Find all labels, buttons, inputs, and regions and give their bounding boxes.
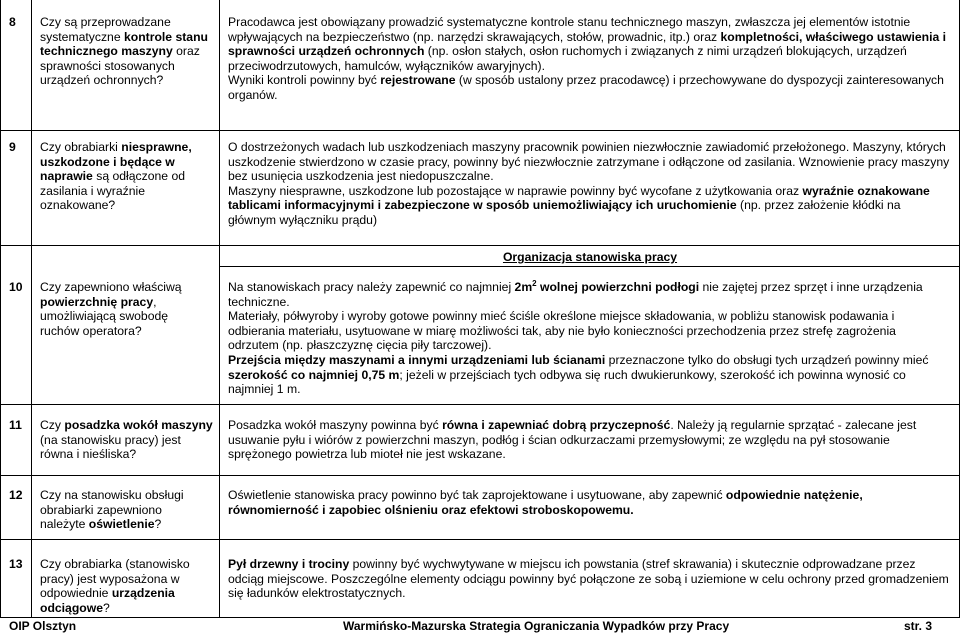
page-footer xyxy=(0,618,960,634)
answer-text: Posadzka wokół maszyny powinna być równa i zapewniać dobrą przyczepność. Należy ją regularnie sprzątać - zalecane jest usuwanie pyłu i wiórów z powierzchni maszyn, podłóg i ścian odkurzaczami przemysłowymi; ze względu na pył stosowanie sprężonego powietrza lub mioteł nie jest wskazane. xyxy=(228,418,917,462)
section-heading: Organizacja stanowiska pracy xyxy=(502,250,678,264)
answer-text: Na stanowiskach pracy należy zapewnić co najmniej $2m^2$ wolnej powierzchni podłogi nie zajętej przez sprzęt i inne urządzenia techniczne. Materiały, półwyroby i wyroby gotowe powinny mieć ściśle określone miejsce składowania, w pobliżu stanowisk podawania i odbierania materiału, usytuowane w miarę możliwości tak, aby nie było konieczności przechodzenia przez strefę zagrożenia odrzutem (np. płaszczyznę cięcia piły tarczowej). Przejścia między maszynami a innymi urządzeniami lub ścianami przeznaczone tylko do obsługi tych urządzeń powinny mieć szerokość co najmniej 0,75 m; jeżeli w przejściach tych odbywa się ruch dwukierunkowy, szerokość ich powinna wynosić co najmniej 1 m. xyxy=(228,278,929,397)
footer-organization: OIP Olsztyn xyxy=(9,619,77,633)
question-text: Czy na stanowisku obsługi obrabiarki zapewniono należyte oświetlenie? xyxy=(40,488,184,532)
question-text: Czy obrabiarka (stanowisko pracy) jest wyposażona w odpowiednie urządzenia odciągowe? xyxy=(40,557,190,615)
row-number: 13 xyxy=(9,557,23,571)
row-number: 11 xyxy=(9,418,22,432)
answer-text: Pracodawca jest obowiązany prowadzić systematyczne kontrole stanu technicznego maszyn, zwłaszcza jej elementów istotnie wpływających na bezpieczeństwo (np. narzędzi skrawających, stołów, prowadnic, itp.) oraz kompletności, właściwego ustawienia i sprawności urządzeń ochronnych (np. osłon stałych, osłon ruchomych i związanych z nimi urządzeń blokujących, urządzeń przeciwodrzutowych, hamulców, wyłączników awaryjnych). Wyniki kontroli powinny być rejestrowane (w sposób ustalony przez pracodawcę) i przechowywane do dyspozycji zainteresowanych organów. xyxy=(228,15,947,102)
footer-title: Warmińsko-Mazurska Strategia Ograniczania Wypadków przy Pracy xyxy=(343,619,730,633)
answer-text: Oświetlenie stanowiska pracy powinno być tak zaprojektowane i usytuowane, aby zapewnić odpowiednie natężenie, równomierność i zapobiec olśnieniu oraz efektowi stroboskopowemu. xyxy=(228,488,863,517)
question-text: Czy są przeprowadzane systematyczne kontrole stanu technicznego maszyny oraz sprawności stosowanych urządzeń ochronnych? xyxy=(40,15,208,88)
row-separator xyxy=(0,404,960,405)
row-separator xyxy=(0,475,960,476)
question-text: Czy posadzka wokół maszyny (na stanowisku pracy) jest równa i nieśliska? xyxy=(40,418,213,462)
answer-text: O dostrzeżonych wadach lub uszkodzeniach maszyny pracownik powinien niezwłocznie zawiadomić przełożonego. Maszyny, których uszkodzenie stwierdzono w czasie pracy, powinny być niezwłocznie zatrzymane i odłączone od zasilania. Wznowienie pracy maszyny bez usunięcia uszkodzenia jest niedopuszczalne. Maszyny niesprawne, uszkodzone lub pozostające w naprawie powinny być wycofane z użytkowania oraz wyraźnie oznakowane tablicami informacyjnymi i zabezpieczone w sposób uniemożliwiający ich uruchomienie (np. przez założenie kłódki na głównym wyłączniku prądu) xyxy=(228,140,950,227)
row-separator xyxy=(219,266,960,267)
footer-page-number: str. 3 xyxy=(904,619,933,633)
row-separator xyxy=(0,245,960,246)
table-divider-number xyxy=(31,0,32,618)
row-number: 12 xyxy=(9,488,23,502)
question-text: Czy obrabiarki niesprawne, uszkodzone i będące w naprawie są odłączone od zasilania i wyraźnie oznakowane? xyxy=(40,140,192,213)
row-separator xyxy=(0,539,960,540)
table-border-left xyxy=(0,0,1,618)
question-text: Czy zapewniono właściwą powierzchnię pracy, umożliwiającą swobodę ruchów operatora? xyxy=(40,280,182,338)
row-number: 10 xyxy=(9,280,23,294)
row-separator xyxy=(0,130,960,131)
row-number: 8 xyxy=(9,15,16,29)
row-number: 9 xyxy=(9,140,16,154)
answer-text: Pył drzewny i trociny powinny być wychwytywane w miejscu ich powstania (stref skrawania) i skutecznie odprowadzane przez odciąg miejscowe. Poszczególne elementy odciągu powinny być połączone ze sobą i uziemione w celu ochrony przed gromadzeniem się ładunków elektrostatycznych. xyxy=(228,557,949,601)
table-divider-question xyxy=(219,0,220,618)
